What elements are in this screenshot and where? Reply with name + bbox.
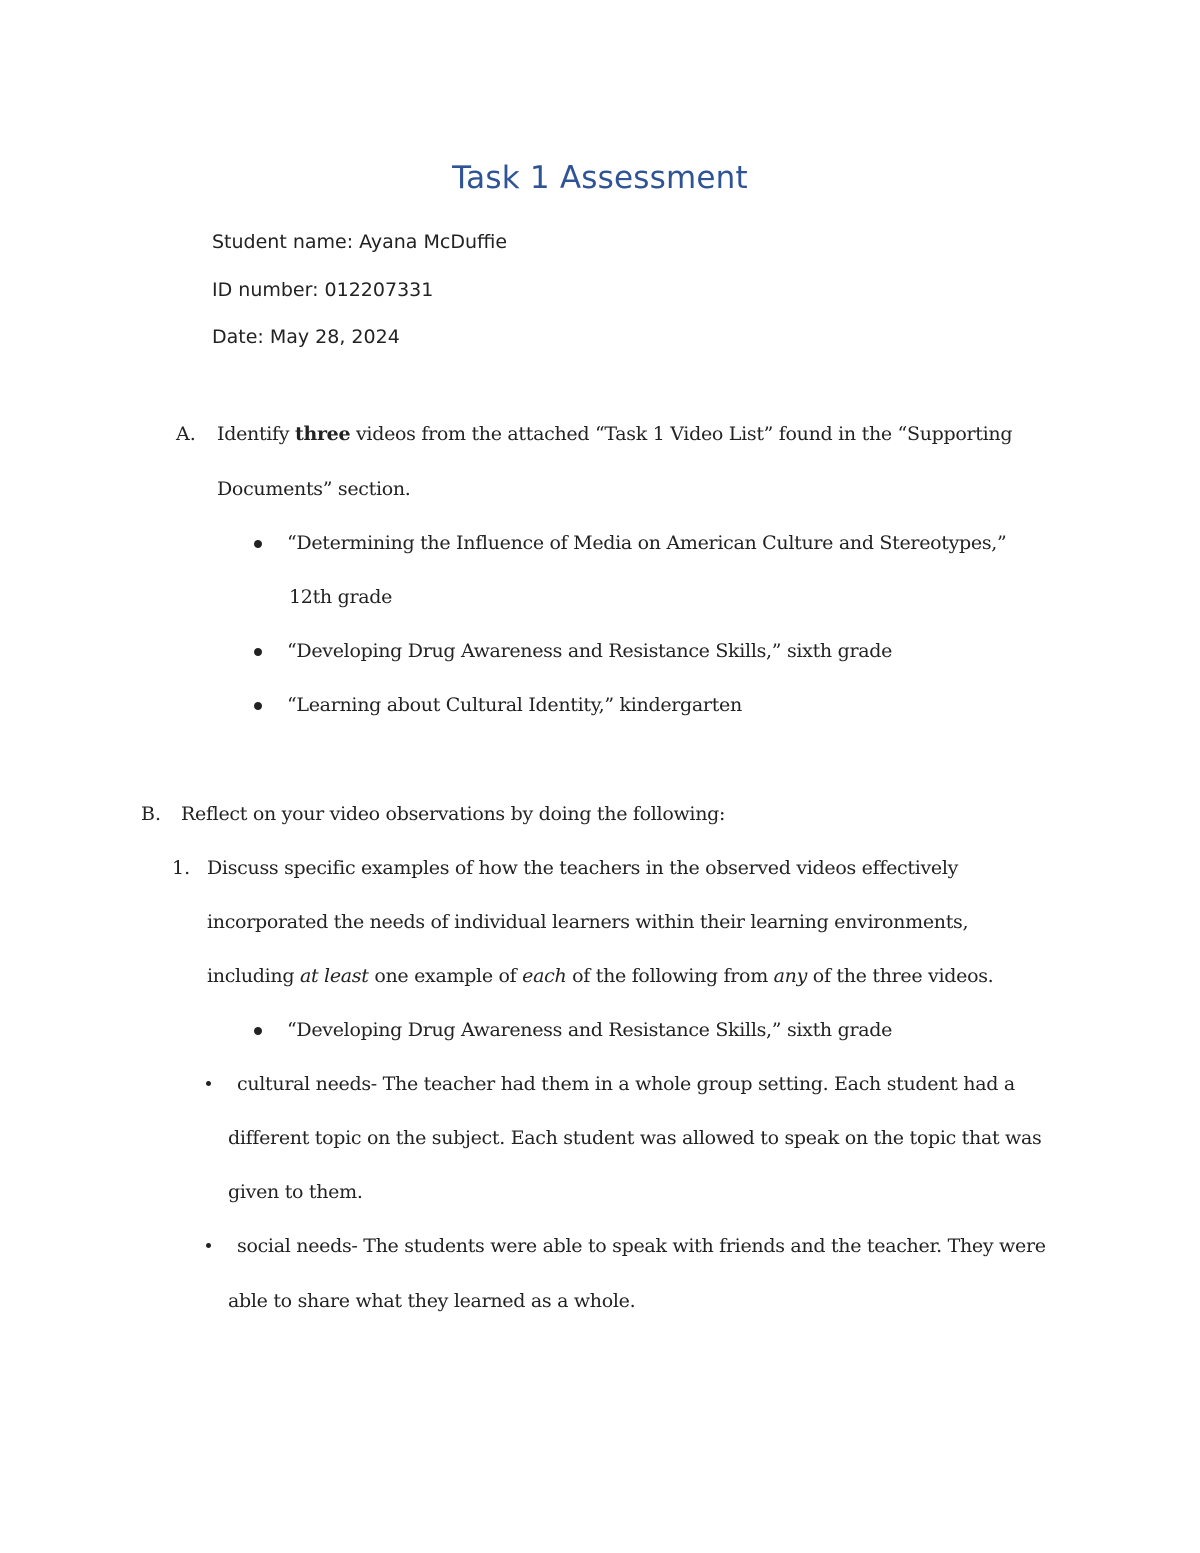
- item-1-italic-any: any: [773, 965, 808, 987]
- section-a-text-pre: Identify: [217, 423, 295, 445]
- item-1-text-c: one example of: [368, 965, 523, 987]
- item-1-marker: 1.: [172, 857, 191, 879]
- video-item-3: “Learning about Cultural Identity,” kindergarten: [287, 694, 742, 716]
- bullet-icon: [254, 702, 262, 710]
- section-b-marker: B.: [141, 803, 162, 825]
- bullet-icon: [254, 540, 262, 548]
- video-item-1-line1: “Determining the Influence of Media on American Culture and Stereotypes,”: [287, 532, 1007, 554]
- item-1-line2: incorporated the needs of individual learners within their learning environments,: [207, 911, 969, 933]
- bullet-icon: [254, 648, 262, 656]
- student-name: Student name: Ayana McDuffie: [212, 231, 508, 253]
- section-a-bold-three: three: [294, 423, 351, 445]
- cultural-needs-line3: given to them.: [228, 1181, 363, 1203]
- cultural-needs-line2: different topic on the subject. Each student was allowed to speak on the topic that was: [228, 1127, 1042, 1149]
- section-b-heading: Reflect on your video observations by doing the following:: [181, 803, 726, 825]
- date: Date: May 28, 2024: [212, 326, 400, 348]
- video-item-1-line2: 12th grade: [289, 586, 393, 608]
- item-1-italic-at-least: at least: [299, 965, 369, 987]
- small-bullet-icon: [206, 1081, 211, 1086]
- cultural-needs-line1: cultural needs- The teacher had them in a whole group setting. Each student had a: [237, 1073, 1015, 1095]
- video-item-2: “Developing Drug Awareness and Resistance Skills,” sixth grade: [287, 640, 893, 662]
- item-1-text-g: of the three videos.: [807, 965, 994, 987]
- bullet-icon: [254, 1027, 262, 1035]
- section-a-marker: A.: [176, 423, 196, 445]
- item-1-text-a: including: [207, 965, 300, 987]
- observed-video: “Developing Drug Awareness and Resistance Skills,” sixth grade: [287, 1019, 893, 1041]
- item-1-italic-each: each: [522, 965, 567, 987]
- item-1-line3: [207, 965, 993, 987]
- page-title: Task 1 Assessment: [452, 160, 748, 196]
- item-1-line1: Discuss specific examples of how the teachers in the observed videos effectively: [207, 857, 959, 879]
- social-needs-line1: social needs- The students were able to speak with friends and the teacher. They were: [237, 1235, 1046, 1257]
- small-bullet-icon: [206, 1243, 211, 1248]
- id-number: ID number: 012207331: [212, 279, 434, 301]
- social-needs-line2: able to share what they learned as a whole.: [228, 1290, 636, 1312]
- section-a-line1: [217, 423, 1012, 445]
- section-a-text-post: videos from the attached “Task 1 Video List” found in the “Supporting: [350, 423, 1013, 445]
- item-1-text-e: of the following from: [566, 965, 774, 987]
- section-a-line2: Documents” section.: [217, 478, 411, 500]
